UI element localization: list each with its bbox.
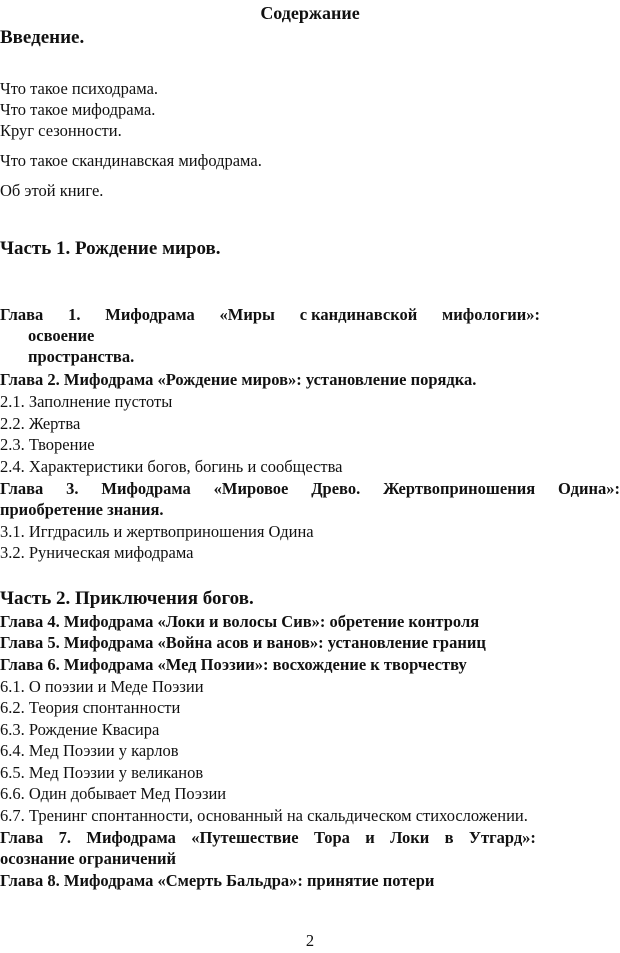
word: 7. (58, 828, 72, 847)
section-item: 2.4. Характеристики богов, богинь и сообщества (0, 457, 343, 476)
section-item: 6.5. Мед Поэзии у великанов (0, 763, 204, 782)
part2-heading: Часть 2. Приключения богов. (0, 588, 254, 609)
chapter-1-line-3: пространства. (28, 347, 135, 366)
intro-item: Об этой книге. (0, 181, 104, 200)
page-number: 2 (305, 931, 315, 950)
section-item: 6.7. Тренинг спонтанности, основанный на скальдическом стихосложении. (0, 806, 528, 825)
section-item: 6.4. Мед Поэзии у карлов (0, 741, 179, 760)
word: с кандинавской (299, 305, 418, 324)
word: Мифодрама (86, 828, 176, 847)
section-item: 6.2. Теория спонтанности (0, 698, 181, 717)
chapter-1-line-1 (0, 305, 540, 325)
section-item: 2.1. Заполнение пустоты (0, 392, 173, 411)
word: «Путешествие (191, 828, 299, 847)
chapter-7-line-2: осознание ограничений (0, 849, 177, 868)
word: в (444, 828, 454, 847)
section-item: 2.3. Творение (0, 435, 95, 454)
word: Локи (390, 828, 430, 847)
intro-heading: Введение. (0, 27, 85, 48)
section-item: 6.1. О поэзии и Меде Поэзии (0, 677, 204, 696)
section-item: 6.6. Один добывает Мед Поэзии (0, 784, 227, 803)
section-item: 2.2. Жертва (0, 414, 81, 433)
word: «Мировое (213, 479, 289, 498)
word: 3. (66, 479, 79, 498)
intro-item: Что такое мифодрама. (0, 100, 156, 119)
chapter-6: Глава 6. Мифодрама «Мед Поэзии»: восхождение к творчеству (0, 655, 467, 674)
word: мифологии»: (442, 305, 540, 324)
intro-item: Что такое скандинавская мифодрама. (0, 151, 262, 170)
word: Глава (0, 305, 44, 324)
word: Жертвоприношения (383, 479, 536, 498)
intro-item: Круг сезонности. (0, 121, 122, 140)
word: Мифодрама (101, 479, 191, 498)
chapter-8: Глава 8. Мифодрама «Смерть Бальдра»: принятие потери (0, 871, 435, 890)
chapter-4: Глава 4. Мифодрама «Локи и волосы Сив»: обретение контроля (0, 612, 480, 631)
part1-heading: Часть 1. Рождение миров. (0, 238, 221, 259)
chapter-3-line-2: приобретение знания. (0, 500, 164, 519)
section-item: 3.2. Руническая мифодрама (0, 543, 194, 562)
intro-item: Что такое психодрама. (0, 79, 159, 98)
chapter-1-line-2: освоение (28, 326, 95, 345)
word: Глава (0, 828, 44, 847)
section-item: 3.1. Иггдрасиль и жертвоприношения Одина (0, 522, 314, 541)
chapter-7-line-1 (0, 828, 536, 848)
word: 1. (68, 305, 81, 324)
word: и (365, 828, 375, 847)
word: Мифодрама (105, 305, 195, 324)
word: Утгард»: (468, 828, 536, 847)
page-title: Содержание (260, 3, 360, 23)
word: Одина»: (557, 479, 620, 498)
section-item: 6.3. Рождение Квасира (0, 720, 160, 739)
word: «Миры (219, 305, 275, 324)
chapter-5: Глава 5. Мифодрама «Война асов и ванов»: установление границ (0, 633, 486, 652)
word: Глава (0, 479, 44, 498)
chapter-2: Глава 2. Мифодрама «Рождение миров»: установление порядка. (0, 370, 477, 389)
word: Тора (313, 828, 350, 847)
word: Древо. (311, 479, 361, 498)
chapter-3-line-1 (0, 479, 620, 499)
